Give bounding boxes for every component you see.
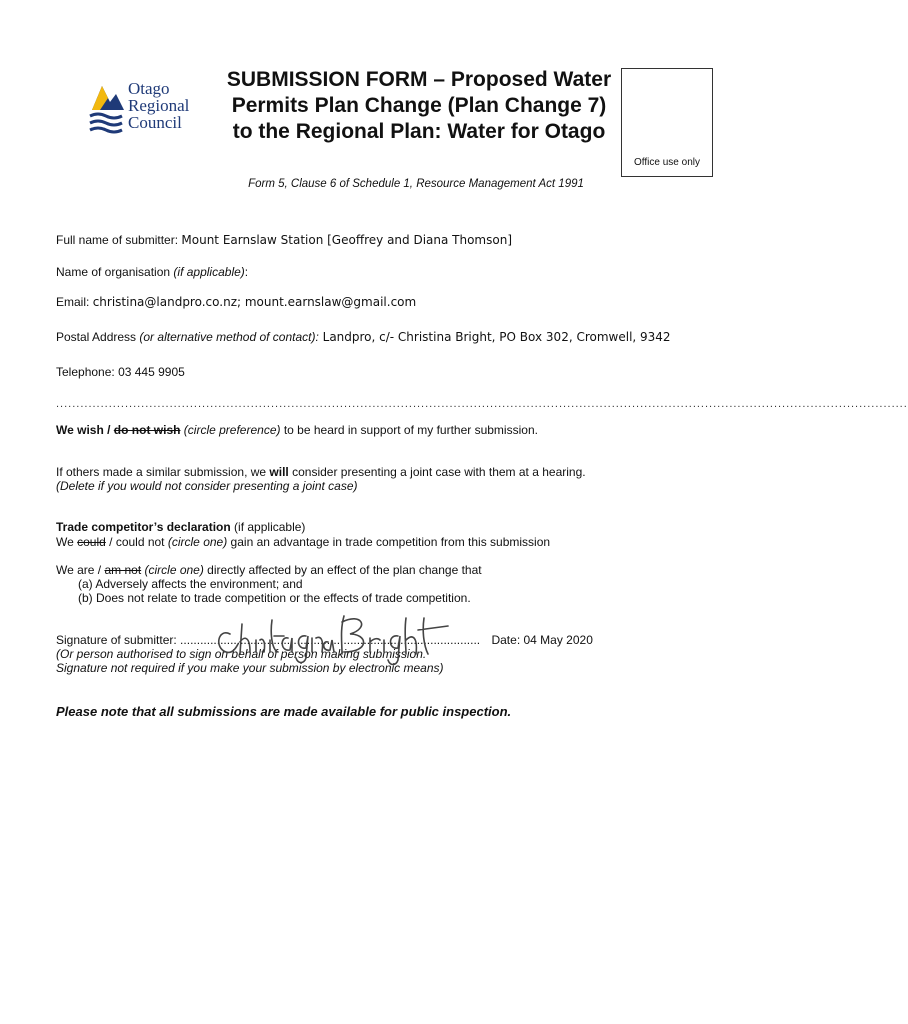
dotted-divider: .................................................................................................................................................................................................................. — [56, 398, 908, 410]
full-name-row — [56, 233, 512, 248]
trade-advantage-line — [56, 535, 550, 550]
are-option[interactable]: We are / — [56, 563, 105, 577]
logo-line-council: Council — [128, 113, 182, 132]
wish-hint: (circle preference) — [180, 423, 281, 437]
could-option[interactable]: could — [77, 535, 106, 549]
logo-line-regional: Regional — [128, 96, 190, 115]
trade-l1-hint: (circle one) — [167, 535, 228, 549]
signature-label[interactable]: Signature of submitter: .......................................................................................... — [56, 633, 481, 647]
email-label: Email: — [56, 295, 93, 309]
postal-hint: (or alternative method of contact): — [139, 330, 319, 344]
telephone-value[interactable]: 03 445 9905 — [118, 365, 185, 379]
joint-case-text-a: If others made a similar submission, we — [56, 465, 270, 479]
trade-l1-text-e: gain an advantage in trade competition from this submission — [227, 535, 551, 549]
handwritten-signature — [210, 606, 460, 676]
full-name-value[interactable]: Mount Earnslaw Station [Geoffrey and Diana Thomson] — [181, 233, 513, 247]
trade-l2-text-d: directly affected by an effect of the plan change that — [203, 563, 482, 577]
trade-affected-line — [56, 563, 482, 578]
hearing-preference — [56, 423, 538, 438]
am-not-option[interactable]: am not — [104, 563, 142, 577]
logo-text — [128, 80, 189, 131]
telephone-row — [56, 365, 185, 380]
joint-case-will: will — [269, 465, 289, 479]
trade-heading-row — [56, 520, 305, 535]
signature-note-1: (Or person authorised to sign on behalf of person making submission. — [56, 647, 427, 661]
organisation-hint: (if applicable) — [173, 265, 245, 279]
joint-case-note: (Delete if you would not consider presenting a joint case) — [56, 479, 358, 493]
postal-row — [56, 330, 671, 345]
trade-l2-hint: (circle one) — [141, 563, 204, 577]
full-name-label: Full name of submitter: — [56, 233, 182, 247]
postal-value[interactable]: Landpro, c/- Christina Bright, PO Box 302, Cromwell, 9342 — [318, 330, 671, 344]
form-title: SUBMISSION FORM – Proposed Water Permits Plan Change (Plan Change 7) to the Regional Plan: Water for Otago — [226, 68, 612, 143]
council-emblem-icon — [88, 80, 126, 136]
postal-label: Postal Address — [56, 330, 140, 344]
form-subtitle: Form 5, Clause 6 of Schedule 1, Resource Management Act 1991 — [248, 178, 584, 190]
trade-item-a: (a) Adversely affects the environment; and — [78, 577, 303, 591]
organisation-label: Name of organisation — [56, 265, 174, 279]
office-use-label: Office use only — [634, 157, 700, 168]
email-row — [56, 295, 416, 310]
office-use-box — [621, 68, 713, 177]
logo-line-otago: Otago — [128, 79, 170, 98]
joint-case-text-c: consider presenting a joint case with them at a hearing. — [288, 465, 586, 479]
otago-regional-council-logo — [88, 80, 208, 136]
organisation-row — [56, 265, 248, 280]
could-not-option[interactable]: / could not — [105, 535, 168, 549]
signature-date: Date: 04 May 2020 — [491, 633, 593, 647]
joint-case-line — [56, 465, 586, 480]
trade-l1-text-a: We — [56, 535, 78, 549]
trade-heading: Trade competitor’s declaration — [56, 520, 231, 534]
signature-note-2: Signature not required if you make your submission by electronic means) — [56, 661, 444, 675]
wish-option[interactable]: We wish / — [56, 423, 114, 437]
trade-heading-hint: (if applicable) — [230, 520, 306, 534]
trade-item-b: (b) Does not relate to trade competition or the effects of trade competition. — [78, 591, 471, 605]
telephone-label: Telephone: — [56, 365, 119, 379]
wish-text: to be heard in support of my further submission. — [280, 423, 538, 437]
organisation-colon: : — [244, 265, 249, 279]
do-not-wish-option[interactable]: do not wish — [113, 423, 181, 437]
email-value[interactable]: christina@landpro.co.nz; mount.earnslaw@gmail.com — [92, 295, 417, 309]
public-inspection-note: Please note that all submissions are made available for public inspection. — [56, 704, 512, 719]
